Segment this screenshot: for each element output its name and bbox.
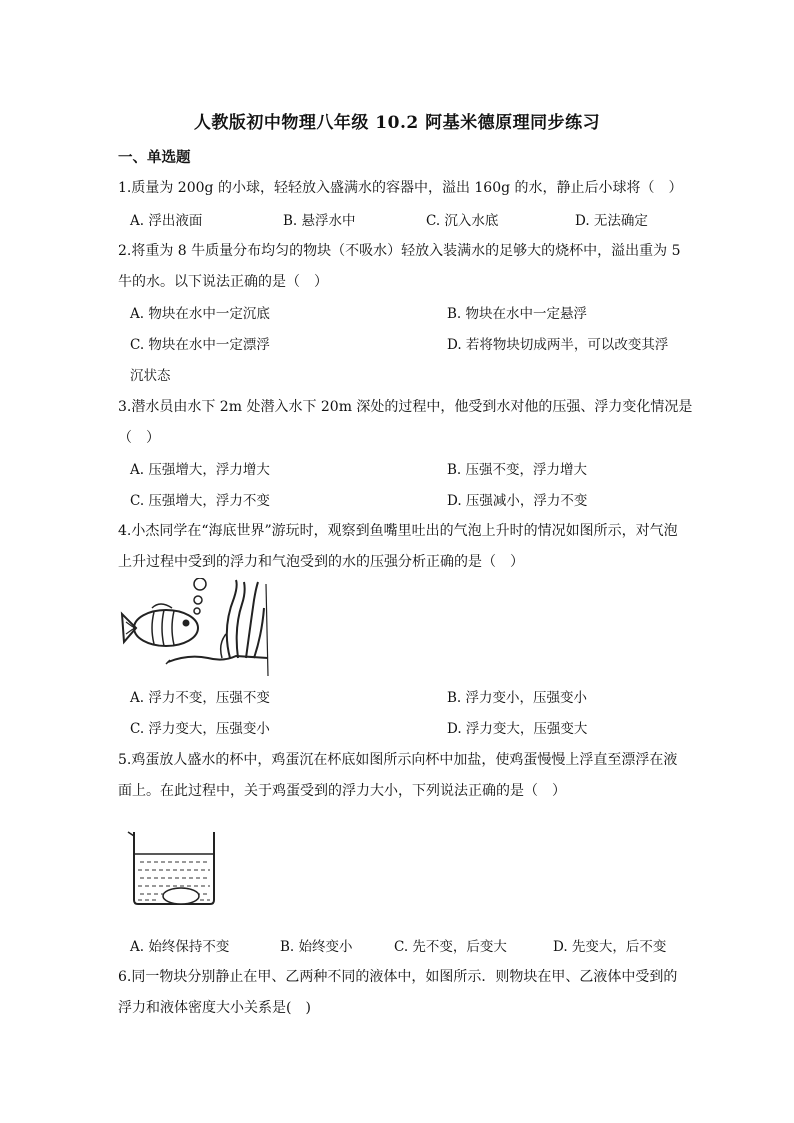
q4-option-c: C. 浮力变大，压强变小	[130, 721, 270, 737]
question-2-stem-line-1: 2.将重为 8 牛质量分布均匀的物块（不吸水）轻放入装满水的足够大的烧杯中，溢出重为 5	[118, 243, 681, 259]
question-6-stem-line-2: 浮力和液体密度大小关系是( )	[118, 1000, 311, 1016]
q2-option-c: C. 物块在水中一定漂浮	[130, 337, 270, 353]
question-6-stem-line-1: 6.同一物块分别静止在甲、乙两种不同的液体中，如图所示．则物块在甲、乙液体中受到的	[118, 969, 678, 985]
q2-option-d: D. 若将物块切成两半，可以改变其浮	[447, 337, 669, 353]
q1-option-a: A. 浮出液面	[130, 213, 203, 229]
q2-option-b: B. 物块在水中一定悬浮	[447, 306, 588, 322]
q3-option-b: B. 压强不变，浮力增大	[447, 462, 588, 478]
q5-option-a: A. 始终保持不变	[130, 939, 230, 955]
fish-bubbles-figure	[118, 578, 270, 678]
question-5-stem-line-2: 面上。在此过程中，关于鸡蛋受到的浮力大小，下列说法正确的是（ ）	[118, 783, 566, 799]
question-3-stem-line-1: 3.潜水员由水下 2m 处潜入水下 20m 深处的过程中，他受到水对他的压强、浮力变化情况是	[118, 399, 693, 415]
question-3-stem-line-2: （ ）	[118, 430, 160, 446]
q2-option-a: A. 物块在水中一定沉底	[130, 306, 270, 322]
question-2-stem-line-2: 牛的水。以下说法正确的是（ ）	[118, 274, 328, 290]
question-5-stem-line-1: 5.鸡蛋放人盛水的杯中，鸡蛋沉在杯底如图所示向杯中加盐，使鸡蛋慢慢上浮直至漂浮在液	[118, 752, 678, 768]
question-4-stem-line-2: 上升过程中受到的浮力和气泡受到的水的压强分析正确的是（ ）	[118, 554, 524, 570]
q4-option-b: B. 浮力变小，压强变小	[447, 690, 588, 706]
q5-option-b: B. 始终变小	[280, 939, 353, 955]
q4-option-d: D. 浮力变大，压强变大	[447, 721, 588, 737]
egg-beaker-figure	[126, 828, 226, 908]
q1-option-c: C. 沉入水底	[426, 213, 499, 229]
q2-option-d-continuation: 沉状态	[130, 368, 171, 384]
q3-option-d: D. 压强减小，浮力不变	[447, 493, 588, 509]
q1-option-d: D. 无法确定	[575, 213, 648, 229]
q3-option-c: C. 压强增大，浮力不变	[130, 493, 270, 509]
section-heading: 一、单选题	[118, 149, 191, 166]
q5-option-d: D. 先变大，后不变	[553, 939, 667, 955]
question-4-stem-line-1: 4.小杰同学在“海底世界”游玩时，观察到鱼嘴里吐出的气泡上升时的情况如图所示，对气泡	[118, 523, 678, 539]
q3-option-a: A. 压强增大，浮力增大	[130, 462, 270, 478]
question-1-stem: 1.质量为 200g 的小球，轻轻放入盛满水的容器中，溢出 160g 的水，静止后小球将（ ）	[118, 180, 683, 196]
page-title: 人教版初中物理八年级 10.2 阿基米德原理同步练习	[193, 113, 601, 133]
q4-option-a: A. 浮力不变，压强不变	[130, 690, 270, 706]
q1-option-b: B. 悬浮水中	[283, 213, 356, 229]
q5-option-c: C. 先不变，后变大	[394, 939, 507, 955]
